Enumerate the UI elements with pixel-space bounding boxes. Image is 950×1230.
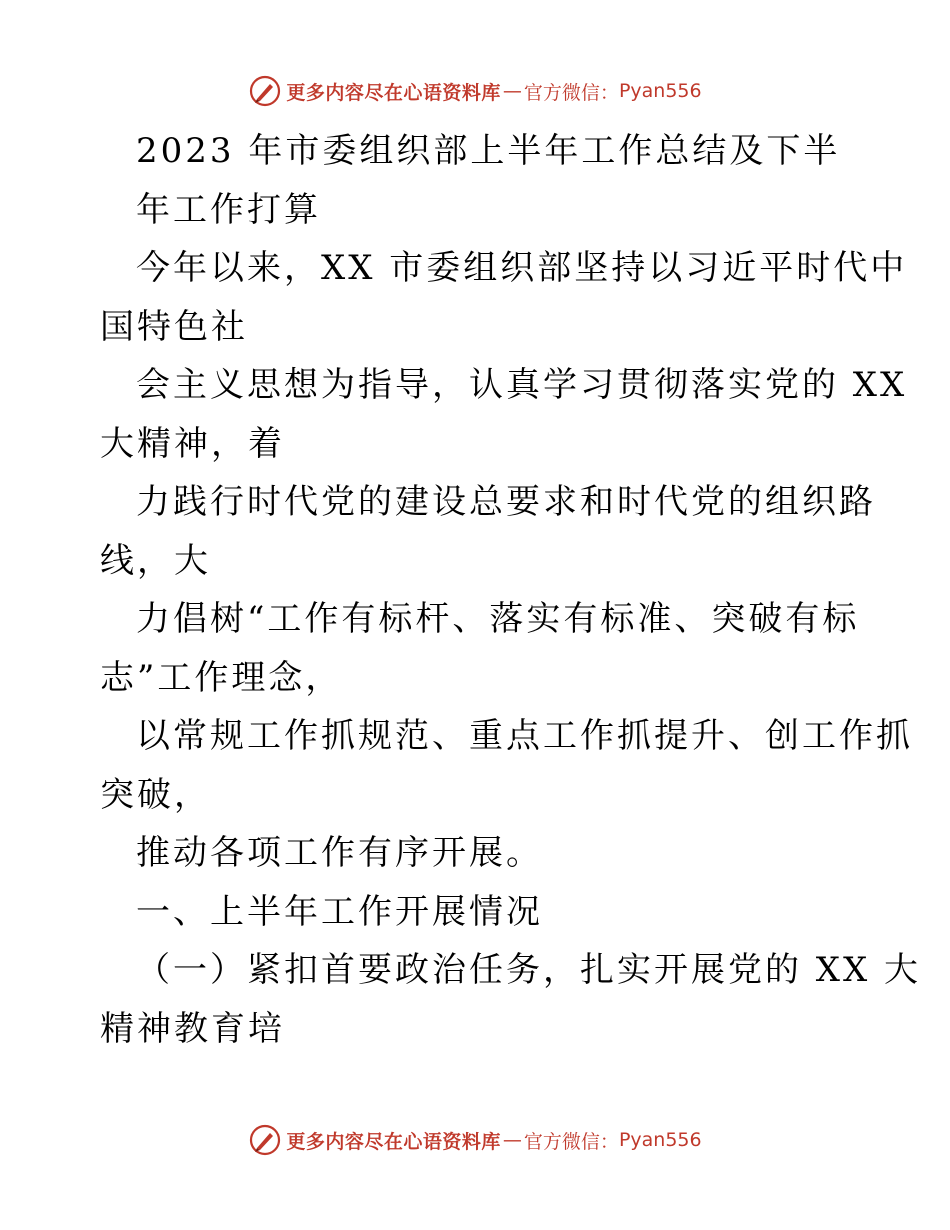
paragraph-line: 线，大 — [100, 540, 211, 581]
paragraph-line: 年工作打算 — [136, 189, 321, 230]
watermark-dash: — — [502, 1129, 522, 1151]
paragraph-line: 力践行时代党的建设总要求和时代党的组织路 — [136, 482, 876, 522]
watermark-brand: 更多内容尽在心语资料库 — [286, 1130, 501, 1153]
document-body — [100, 122, 922, 1058]
paragraph-line: 突破， — [100, 774, 211, 815]
watermark-handle: Pyan556 — [618, 1129, 702, 1151]
paragraph-line: 今年以来，XX 市委组织部坚持以习近平时代中 — [136, 248, 908, 288]
paragraph-line: 志”工作理念， — [100, 657, 343, 698]
paragraph-line: 会主义思想为指导，认真学习贯彻落实党的 XX — [136, 365, 908, 405]
pen-logo-icon — [248, 74, 282, 108]
paragraph-line: 一、上半年工作开展情况 — [136, 891, 543, 932]
paragraph-line: 力倡树“工作有标杆、落实有标准、突破有标 — [136, 599, 860, 639]
watermark-handle: Pyan556 — [618, 80, 702, 102]
paragraph-line: 国特色社 — [100, 306, 248, 347]
paragraph-line: 大精神，着 — [100, 423, 285, 464]
paragraph-line: 2023 年市委组织部上半年工作总结及下半 — [136, 131, 841, 171]
paragraph-line: （一）紧扣首要政治任务，扎实开展党的 XX 大 — [136, 950, 922, 990]
paragraph-line: 精神教育培 — [100, 1008, 285, 1049]
watermark-brand: 更多内容尽在心语资料库 — [286, 81, 501, 104]
watermark-label: 官方微信： — [523, 81, 619, 104]
watermark-dash: — — [502, 80, 522, 102]
header-watermark — [0, 71, 950, 111]
paragraph-line: 以常规工作抓规范、重点工作抓提升、创工作抓 — [136, 716, 913, 756]
paragraph-line: 推动各项工作有序开展。 — [136, 833, 543, 873]
footer-watermark — [0, 1120, 950, 1160]
pen-logo-icon — [248, 1123, 282, 1157]
watermark-label: 官方微信： — [523, 1130, 619, 1153]
